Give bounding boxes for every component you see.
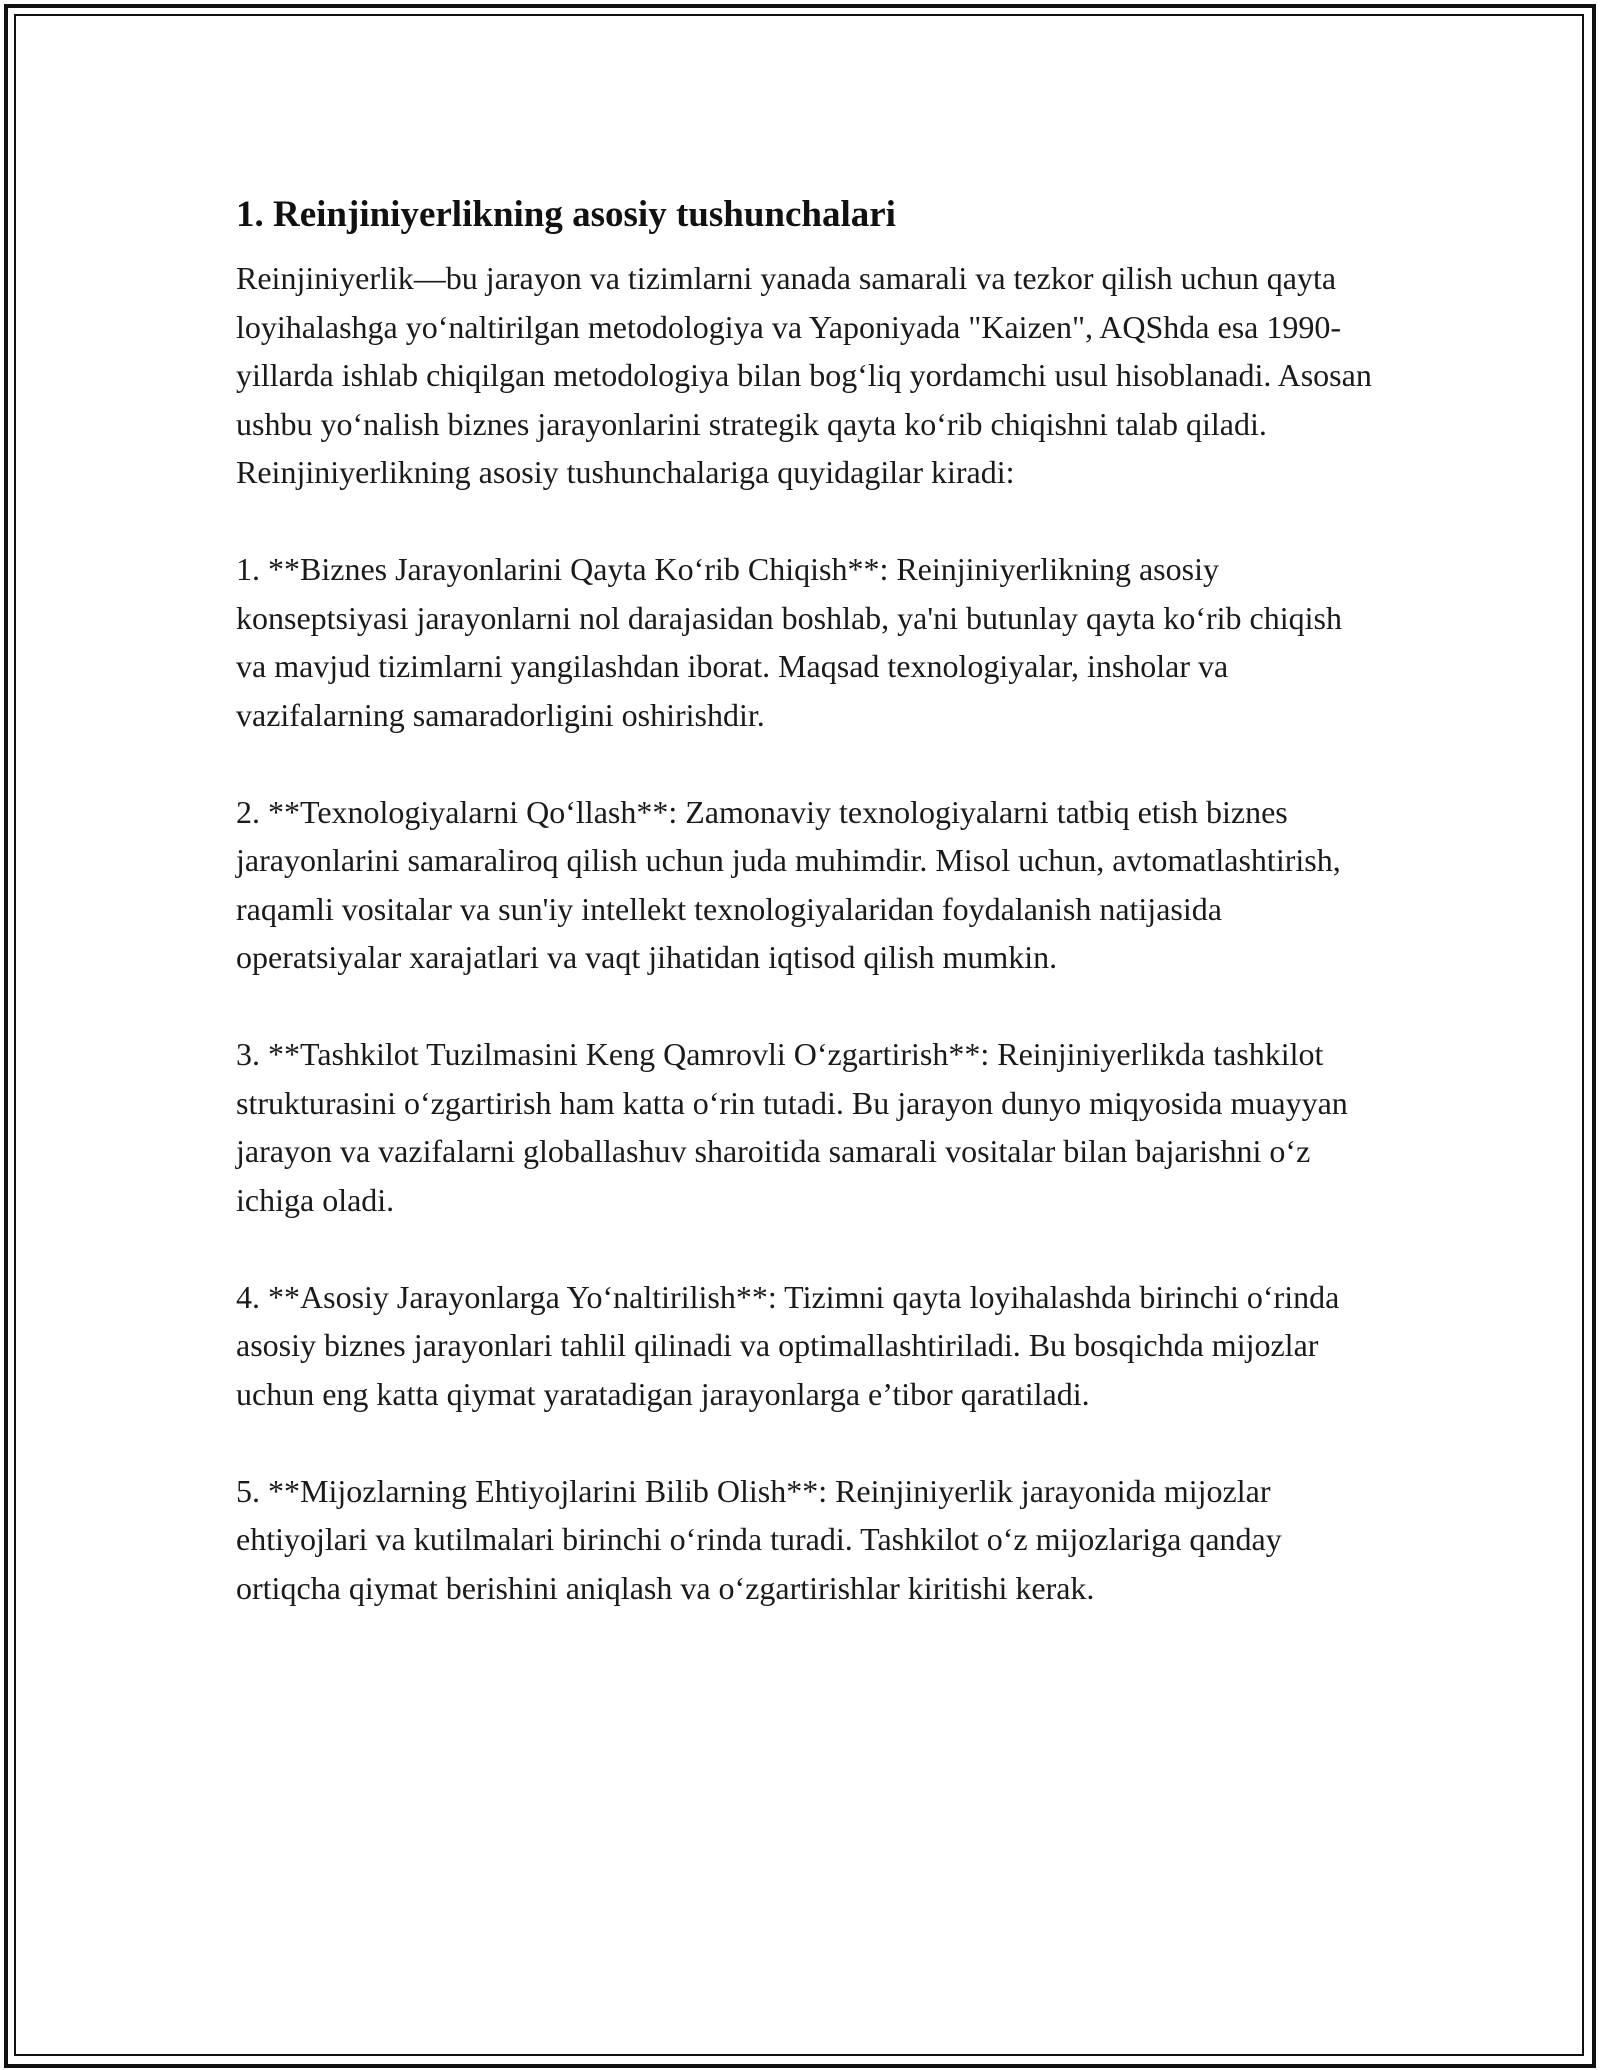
list-item-1: 1. **Biznes Jarayonlarini Qayta Ko‘rib Chiqish**: Reinjiniyerlikning asosiy konseptsiyasi jarayonlarni nol darajasidan boshlab, ya'ni butunlay qayta ko‘rib chiqish va mavjud tizimlarni yangilashdan iborat. Maqsad texnologiyalar, insholar va vazifalarning samaradorligini oshirishdir. bbox=[236, 551, 1342, 733]
list-item-5: 5. **Mijozlarning Ehtiyojlarini Bilib Olish**: Reinjiniyerlik jarayonida mijozlar ehtiyojlari va kutilmalari birinchi o‘rinda turadi. Tashkilot o‘z mijozlariga qanday ortiqcha qiymat berishini aniqlash va o‘zgartirishlar kiritishi kerak. bbox=[236, 1472, 1282, 1606]
list-item-2: 2. **Texnologiyalarni Qo‘llash**: Zamonaviy texnologiyalarni tatbiq etish biznes jarayonlarini samaraliroq qilish uchun juda muhimdir. Misol uchun, avtomatlashtirish, raqamli vositalar va sun'iy intellekt texnologiyalaridan foydalanish natijasida operatsiyalar xarajatlari va vaqt jihatidan iqtisod qilish mumkin. bbox=[236, 793, 1341, 975]
list-item-3: 3. **Tashkilot Tuzilmasini Keng Qamrovli O‘zgartirish**: Reinjiniyerlikda tashkilot strukturasini o‘zgartirish ham katta o‘rin tutadi. Bu jarayon dunyo miqyosida muayyan jarayon va vazifalarni globallashuv sharoitida samarali vositalar bilan bajarishni o‘z ichiga oladi. bbox=[236, 1036, 1348, 1218]
document-body bbox=[236, 188, 1376, 1612]
intro-paragraph: Reinjiniyerlik—bu jarayon va tizimlarni yanada samarali va tezkor qilish uchun qayta loyihalashga yo‘naltirilgan metodologiya va Yaponiyada "Kaizen", AQShda esa 1990-yillarda ishlab chiqilgan metodologiya bilan bog‘liq yordamchi usul hisoblanadi. Asosan ushbu yo‘nalish biznes jarayonlarini strategik qayta ko‘rib chiqishni talab qiladi. Reinjiniyerlikning asosiy tushunchalariga quyidagilar kiradi: bbox=[236, 260, 1372, 490]
list-item-4: 4. **Asosiy Jarayonlarga Yo‘naltirilish**: Tizimni qayta loyihalashda birinchi o‘rinda asosiy biznes jarayonlari tahlil qilinadi va optimallashtiriladi. Bu bosqichda mijozlar uchun eng katta qiymat yaratadigan jarayonlarga e’tibor qaratiladi. bbox=[236, 1278, 1340, 1412]
section-heading: 1. Reinjiniyerlikning asosiy tushunchalari bbox=[236, 194, 896, 235]
